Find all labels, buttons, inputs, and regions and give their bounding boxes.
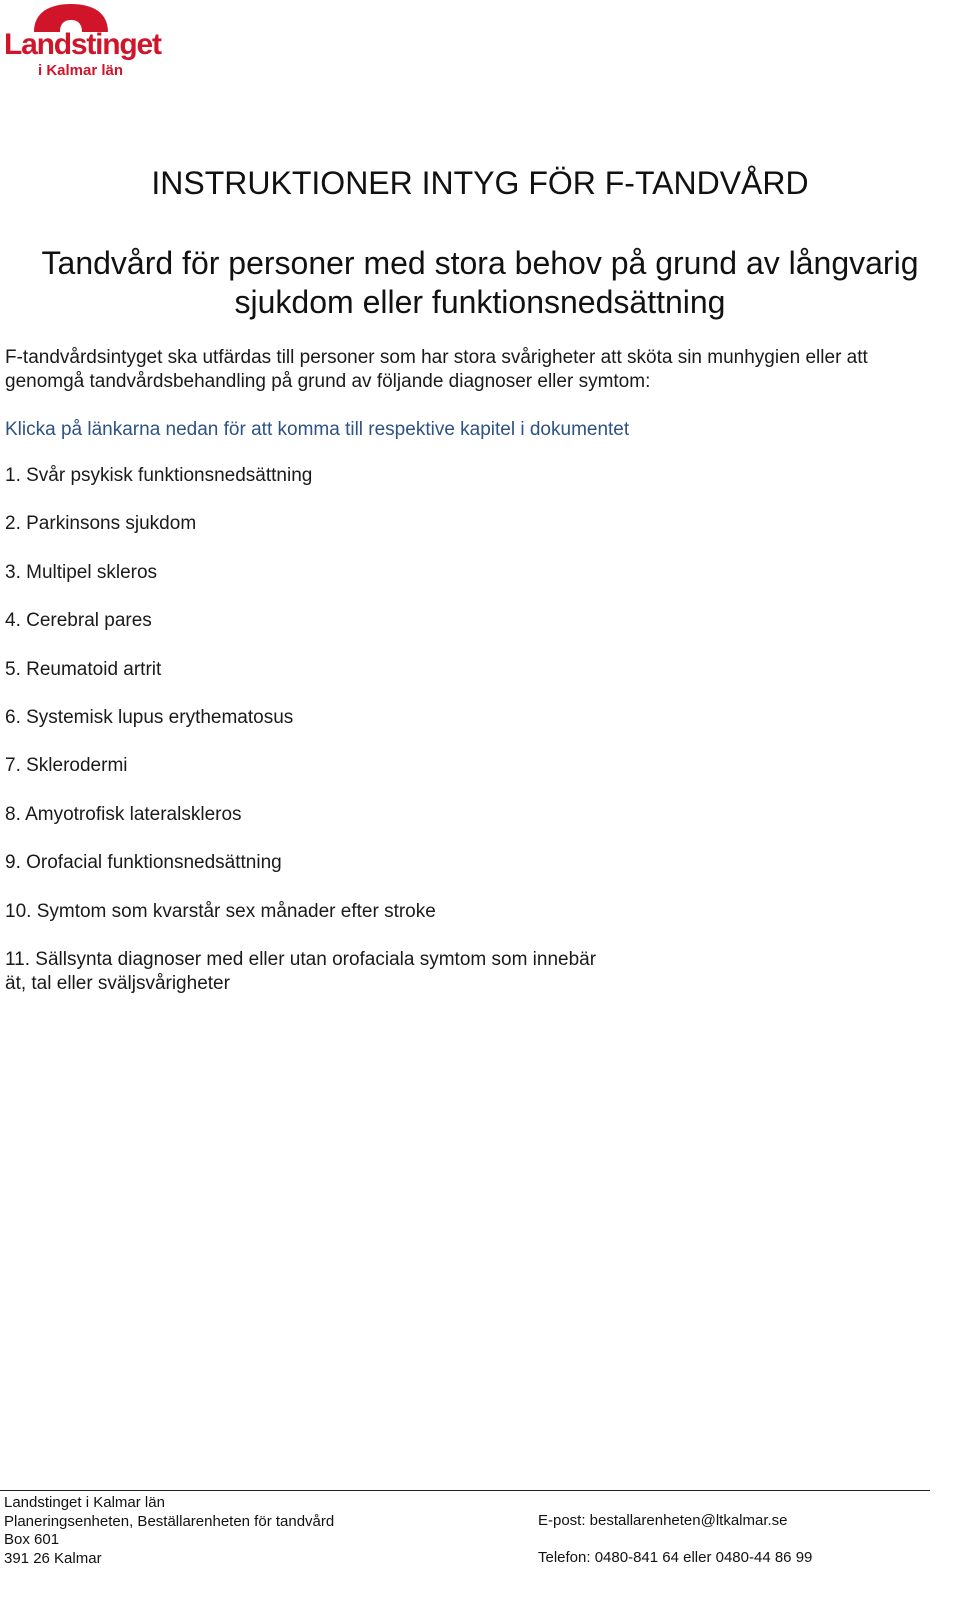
diagnosis-link-2[interactable]: 2. Parkinsons sjukdom (5, 513, 197, 535)
logo-name: Landstinget (4, 28, 161, 61)
diagnosis-link-4[interactable]: 4. Cerebral pares (5, 610, 152, 632)
diagnosis-link-6[interactable]: 6. Systemisk lupus erythematosus (5, 706, 294, 728)
footer-divider (0, 1490, 930, 1491)
diagnosis-link-10[interactable]: 10. Symtom som kvarstår sex månader efter stroke (5, 900, 436, 922)
logo-subtitle: i Kalmar län (38, 62, 124, 79)
footer-org: Landstinget i Kalmar län (4, 1494, 165, 1511)
diagnosis-link-3[interactable]: 3. Multipel skleros (5, 561, 158, 583)
diagnosis-list (5, 464, 705, 996)
page-title: INSTRUKTIONER INTYG FÖR F-TANDVÅRD (151, 165, 809, 201)
diagnosis-link-1[interactable]: 1. Svår psykisk funktionsnedsättning (5, 465, 313, 486)
footer-unit: Planeringsenheten, Beställarenheten för tandvård (4, 1512, 335, 1530)
footer-city: 391 26 Kalmar (4, 1549, 102, 1567)
diagnosis-link-8[interactable]: 8. Amyotrofisk lateralskleros (5, 803, 242, 825)
subtitle-line-2: sjukdom eller funktionsnedsättning (234, 284, 726, 320)
diagnosis-link-9[interactable]: 9. Orofacial funktionsnedsättning (5, 852, 282, 874)
intro-paragraph: F-tandvårdsintyget ska utfärdas till personer som har stora svårigheter att sköta sin munhygien eller att genomgå tandvårdsbehandling på grund av följande diagnoser eller symtom: (5, 347, 868, 392)
diagnosis-link-5[interactable]: 5. Reumatoid artrit (5, 658, 162, 680)
link-instruction: Klicka på länkarna nedan för att komma till respektive kapitel i dokumentet (5, 419, 630, 440)
footer-contact (538, 1512, 812, 1568)
footer-address (4, 1494, 334, 1568)
diagnosis-link-7[interactable]: 7. Sklerodermi (5, 755, 128, 777)
landstinget-logo (4, 2, 161, 82)
footer-email[interactable]: E-post: bestallarenheten@ltkalmar.se (538, 1512, 788, 1529)
diagnosis-link-11[interactable]: 11. Sällsynta diagnoser med eller utan orofaciala symtom som innebär ät, tal eller sväljsvårigheter (5, 948, 597, 994)
page-subtitle (10, 244, 950, 322)
footer-phone: Telefon: 0480-841 64 eller 0480-44 86 99 (538, 1549, 813, 1566)
subtitle-line-1: Tandvård för personer med stora behov på grund av långvarig (41, 245, 919, 281)
footer-box: Box 601 (4, 1531, 60, 1548)
